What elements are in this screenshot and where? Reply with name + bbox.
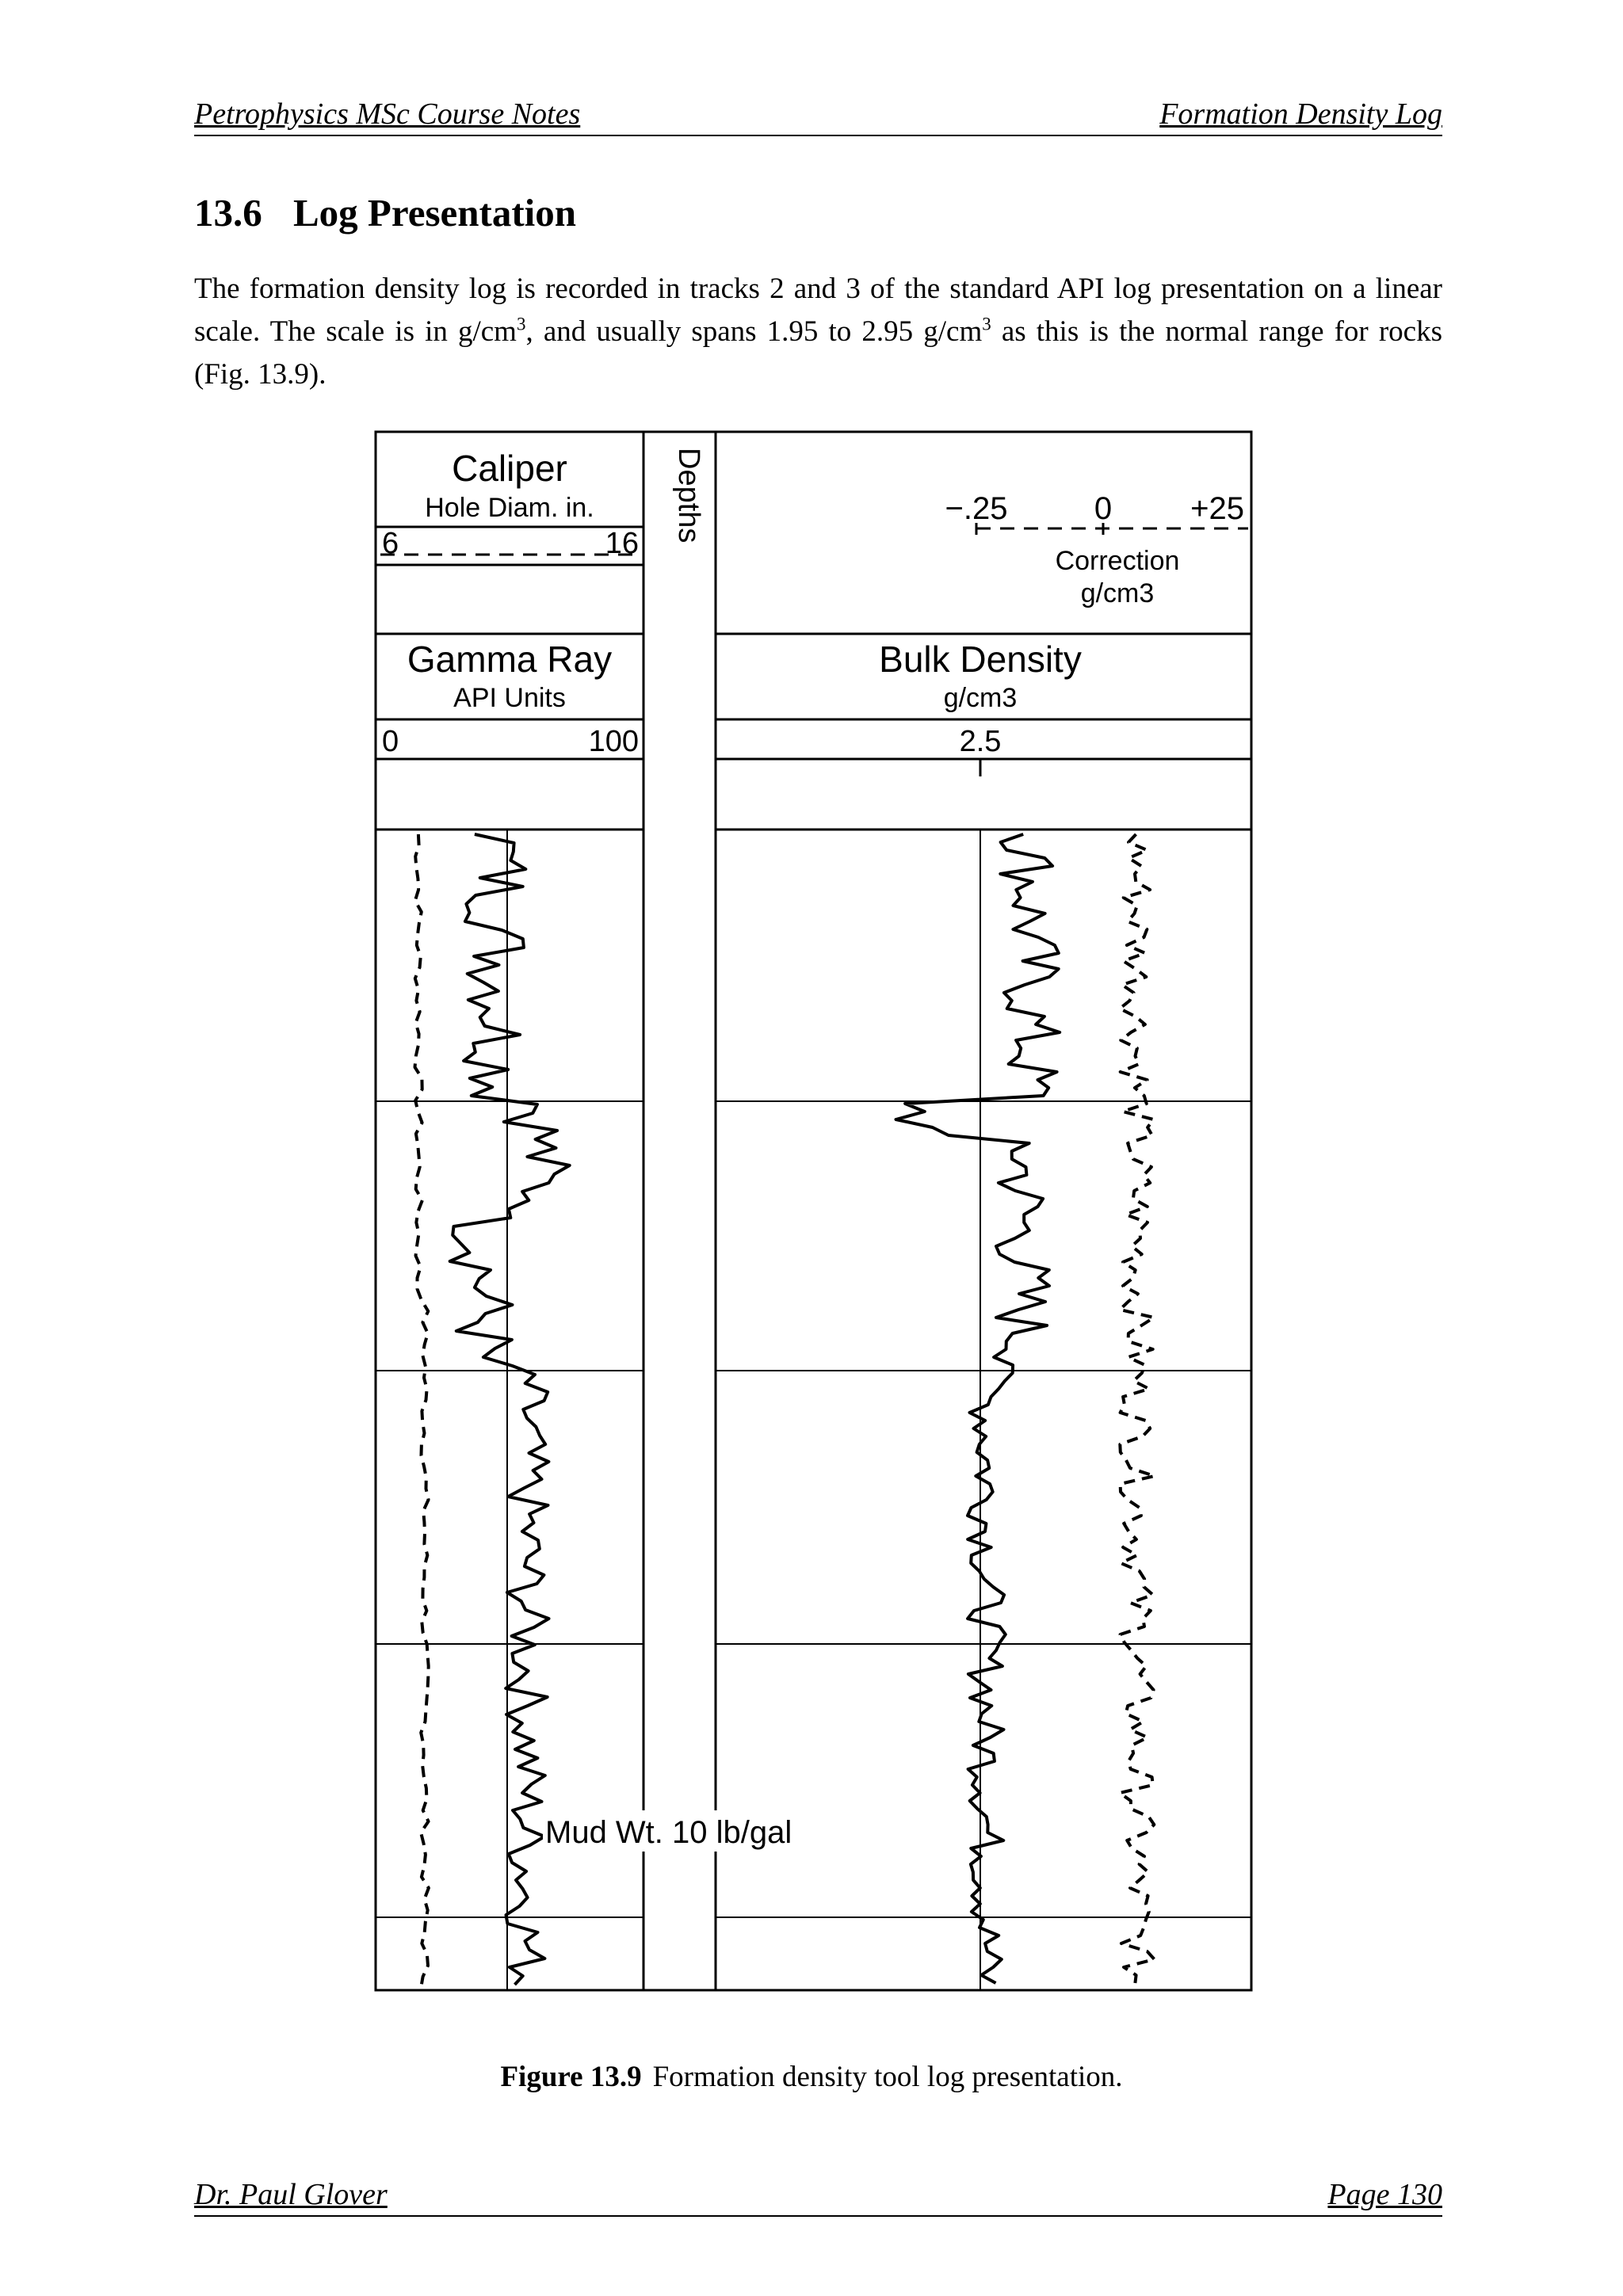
section-heading [194, 190, 576, 235]
correction-mid: 0 [1094, 491, 1113, 526]
correction-min: −.25 [945, 491, 1008, 526]
section-title: Log Presentation [293, 191, 577, 235]
log-presentation-diagram [372, 424, 1260, 2008]
paragraph-text-3: as this is the normal range for rocks (Fig. 13.9). [194, 315, 1443, 391]
bulk-density-unit: g/cm3 [943, 683, 1018, 713]
caliper-min: 6 [382, 527, 399, 560]
gamma-unit: API Units [453, 683, 566, 713]
mud-weight-annotation: Mud Wt. 10 lb/gal [545, 1815, 792, 1850]
caliper-curve [415, 834, 429, 1988]
correction-curve [1120, 834, 1155, 1983]
bulk-density-curve [896, 834, 1060, 1983]
figure-caption [0, 2060, 1623, 2094]
paragraph-text-2: , and usually spans 1.95 to 2.95 g/cm [525, 315, 983, 348]
body-paragraph [194, 268, 1442, 396]
log-figure [372, 424, 1260, 2008]
caliper-max: 16 [605, 527, 639, 560]
depth-track-frame [643, 432, 716, 1990]
caption-label: Figure 13.9 [500, 2061, 642, 2093]
header-course-title: Petrophysics MSc Course Notes [194, 97, 581, 131]
correction-max: +25 [1190, 491, 1244, 526]
caption-text: Formation density tool log presentation. [652, 2061, 1123, 2093]
gamma-title: Gamma Ray [407, 639, 613, 680]
section-number: 13.6 [194, 191, 262, 235]
caliper-title: Caliper [452, 448, 567, 489]
bulk-density-title: Bulk Density [879, 639, 1082, 680]
paragraph-text-1: The formation density log is recorded in tracks 2 and 3 of the standard API log presentation on a linear scale. The scale is in g/cm [194, 273, 1442, 348]
running-header [194, 98, 1442, 136]
running-footer [194, 2179, 1442, 2217]
superscript-3b: 3 [982, 314, 991, 334]
caliper-unit: Hole Diam. in. [425, 493, 594, 523]
header-chapter-title: Formation Density Log [1159, 97, 1442, 131]
depths-label: Depths [672, 448, 705, 543]
bulk-density-mid: 2.5 [959, 725, 1002, 758]
gamma-max: 100 [588, 725, 639, 758]
correction-title: Correction [1055, 546, 1180, 576]
footer-page-number: Page 130 [1327, 2178, 1442, 2211]
gamma-min: 0 [382, 725, 399, 758]
superscript-3: 3 [516, 314, 526, 334]
correction-unit: g/cm3 [1080, 578, 1155, 608]
footer-author: Dr. Paul Glover [194, 2178, 388, 2211]
